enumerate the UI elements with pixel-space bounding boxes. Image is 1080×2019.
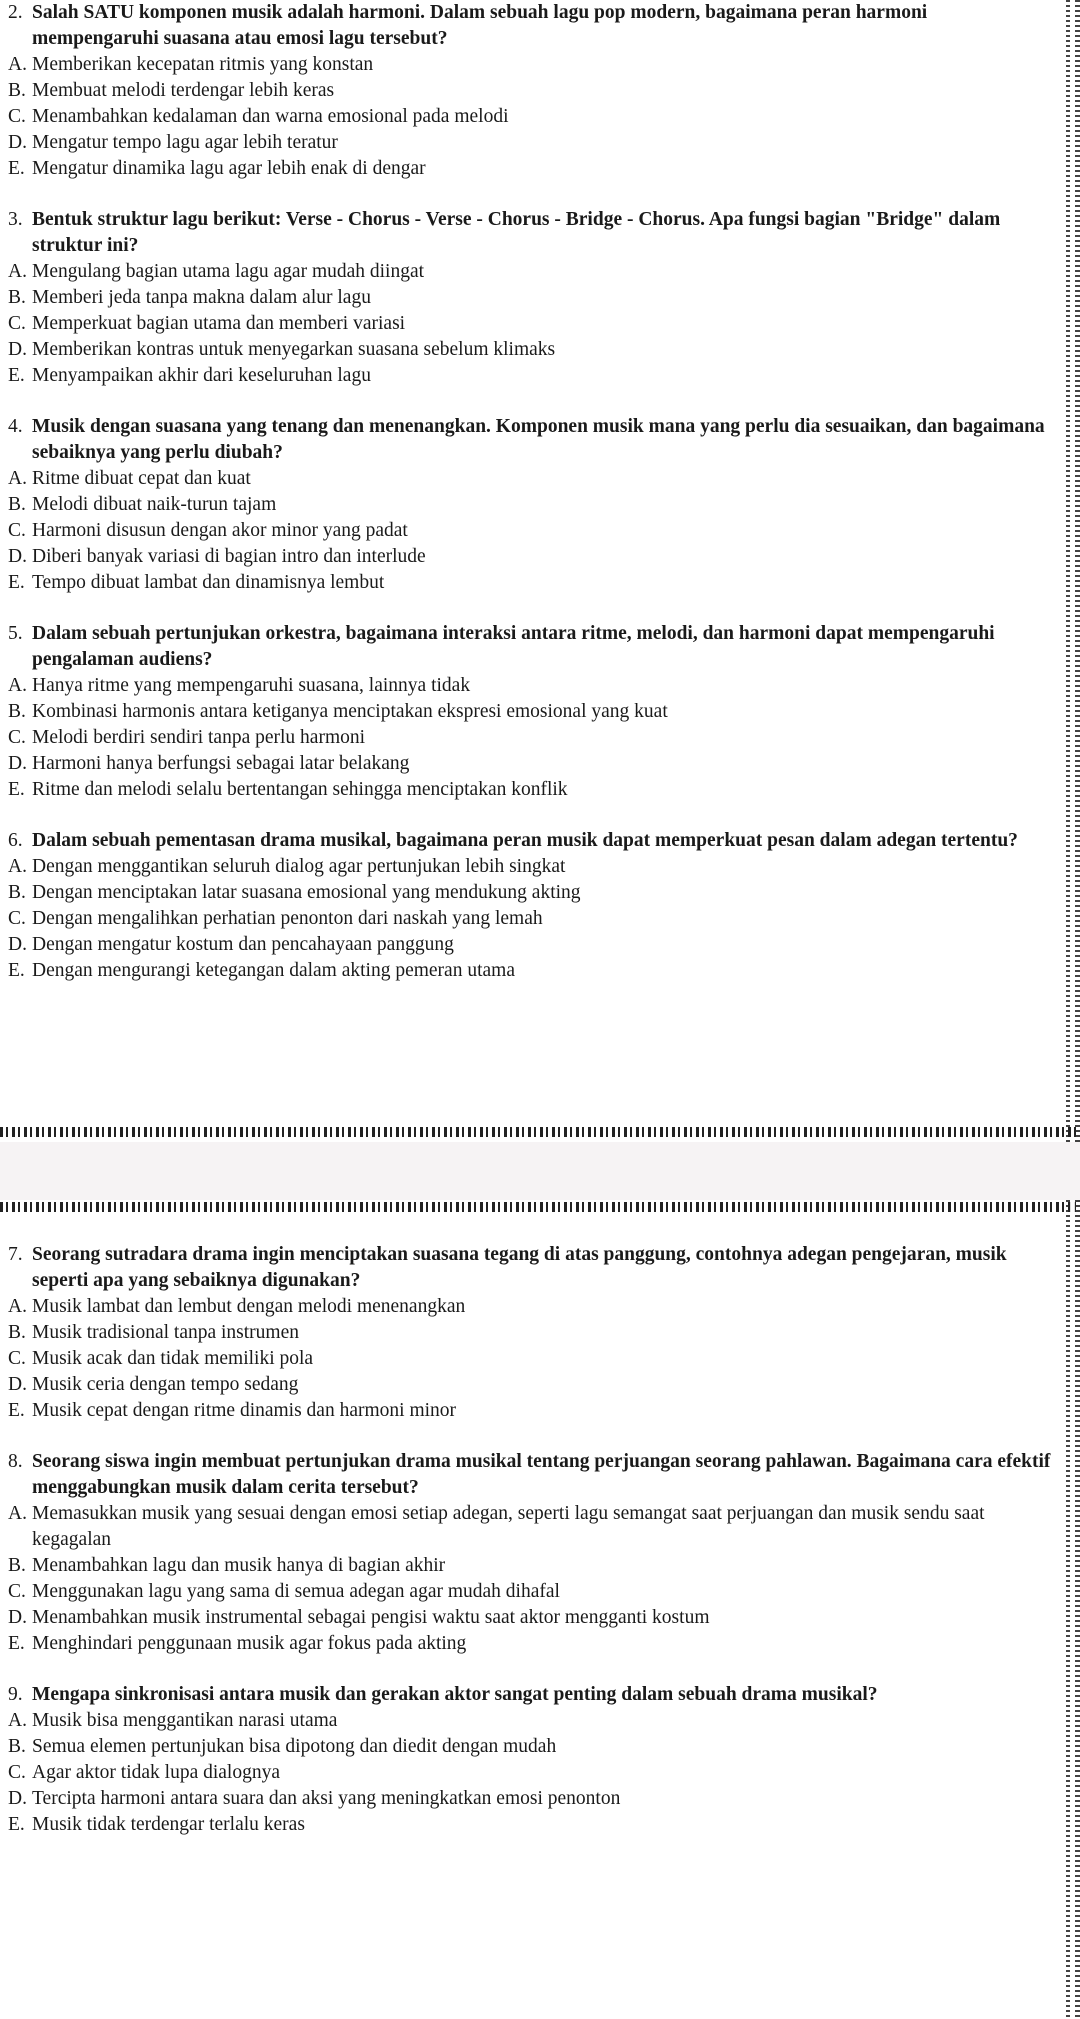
option-letter: D. bbox=[8, 1788, 27, 1809]
option-letter: B. bbox=[8, 494, 26, 515]
option-letter: B. bbox=[8, 80, 26, 101]
page-border-bottom bbox=[0, 1127, 1080, 1137]
option-letter: C. bbox=[8, 1762, 26, 1783]
option-text: Ritme dan melodi selalu bertentangan sehingga menciptakan konflik bbox=[32, 779, 568, 800]
option-text: Tempo dibuat lambat dan dinamisnya lembut bbox=[32, 572, 385, 593]
option-d bbox=[8, 1786, 1052, 1812]
option-d bbox=[8, 932, 1052, 958]
option-letter: B. bbox=[8, 1322, 26, 1343]
option-text: Menambahkan lagu dan musik hanya di bagian akhir bbox=[32, 1555, 446, 1576]
option-d bbox=[8, 751, 1052, 777]
option-text: Menyampaikan akhir dari keseluruhan lagu bbox=[32, 365, 371, 386]
option-letter: C. bbox=[8, 106, 26, 127]
option-b bbox=[8, 492, 1052, 518]
question-number: 4. bbox=[8, 416, 23, 437]
option-letter: C. bbox=[8, 1581, 26, 1602]
question-2 bbox=[8, 0, 1052, 182]
option-text: Hanya ritme yang mempengaruhi suasana, lainnya tidak bbox=[32, 675, 471, 696]
option-letter: E. bbox=[8, 365, 25, 386]
option-text: Musik bisa menggantikan narasi utama bbox=[32, 1710, 338, 1731]
option-text: Dengan mengalihkan perhatian penonton dari naskah yang lemah bbox=[32, 908, 543, 929]
option-b bbox=[8, 1320, 1052, 1346]
question-number: 7. bbox=[8, 1244, 23, 1265]
option-letter: E. bbox=[8, 960, 25, 981]
option-text: Harmoni disusun dengan akor minor yang padat bbox=[32, 520, 408, 541]
option-text: Musik cepat dengan ritme dinamis dan harmoni minor bbox=[32, 1400, 457, 1421]
question-text: Dalam sebuah pementasan drama musikal, bagaimana peran musik dapat memperkuat pesan dalam adegan tertentu? bbox=[32, 830, 1018, 851]
page-gap bbox=[0, 1142, 1080, 1200]
option-a bbox=[8, 1501, 1052, 1553]
option-text: Menambahkan kedalaman dan warna emosional pada melodi bbox=[32, 106, 509, 127]
option-text: Musik tradisional tanpa instrumen bbox=[32, 1322, 300, 1343]
option-letter: E. bbox=[8, 572, 25, 593]
option-b bbox=[8, 78, 1052, 104]
option-letter: E. bbox=[8, 1400, 25, 1421]
option-letter: B. bbox=[8, 287, 26, 308]
option-text: Diberi banyak variasi di bagian intro dan interlude bbox=[32, 546, 426, 567]
option-text: Memberikan kontras untuk menyegarkan suasana sebelum klimaks bbox=[32, 339, 556, 360]
option-e bbox=[8, 156, 1052, 182]
option-text: Melodi berdiri sendiri tanpa perlu harmoni bbox=[32, 727, 366, 748]
question-number: 5. bbox=[8, 623, 23, 644]
option-letter: A. bbox=[8, 1710, 27, 1731]
question-text: Dalam sebuah pertunjukan orkestra, bagaimana interaksi antara ritme, melodi, dan harmoni dapat mempengaruhi pengalaman audiens? bbox=[32, 623, 995, 670]
option-letter: C. bbox=[8, 727, 26, 748]
option-c bbox=[8, 1760, 1052, 1786]
option-a bbox=[8, 854, 1052, 880]
option-d bbox=[8, 130, 1052, 156]
option-letter: D. bbox=[8, 339, 27, 360]
option-d bbox=[8, 544, 1052, 570]
option-b bbox=[8, 880, 1052, 906]
question-list bbox=[8, 1242, 1052, 1863]
option-letter: E. bbox=[8, 1633, 25, 1654]
option-letter: C. bbox=[8, 520, 26, 541]
option-e bbox=[8, 1398, 1052, 1424]
option-c bbox=[8, 518, 1052, 544]
option-text: Menambahkan musik instrumental sebagai pengisi waktu saat aktor mengganti kostum bbox=[32, 1607, 710, 1628]
option-d bbox=[8, 337, 1052, 363]
option-c bbox=[8, 1346, 1052, 1372]
question-number: 3. bbox=[8, 209, 23, 230]
option-letter: B. bbox=[8, 882, 26, 903]
option-letter: B. bbox=[8, 1736, 26, 1757]
option-a bbox=[8, 466, 1052, 492]
option-text: Ritme dibuat cepat dan kuat bbox=[32, 468, 251, 489]
page-border-right bbox=[1066, 0, 1080, 1142]
option-text: Mengatur tempo lagu agar lebih teratur bbox=[32, 132, 338, 153]
question-number: 9. bbox=[8, 1684, 23, 1705]
option-text: Memperkuat bagian utama dan memberi variasi bbox=[32, 313, 406, 334]
option-letter: A. bbox=[8, 261, 27, 282]
question-text: Mengapa sinkronisasi antara musik dan gerakan aktor sangat penting dalam sebuah drama musikal? bbox=[32, 1684, 878, 1705]
option-text: Dengan mengurangi ketegangan dalam akting pemeran utama bbox=[32, 960, 515, 981]
option-b bbox=[8, 1734, 1052, 1760]
option-text: Harmoni hanya berfungsi sebagai latar belakang bbox=[32, 753, 410, 774]
option-e bbox=[8, 1812, 1052, 1838]
page-border-right bbox=[1066, 1200, 1080, 2019]
question-list bbox=[8, 0, 1052, 1009]
document-page-2 bbox=[0, 1200, 1080, 2019]
question-number: 8. bbox=[8, 1451, 23, 1472]
option-letter: A. bbox=[8, 1503, 27, 1524]
option-c bbox=[8, 311, 1052, 337]
option-text: Musik ceria dengan tempo sedang bbox=[32, 1374, 299, 1395]
option-letter: A. bbox=[8, 1296, 27, 1317]
option-c bbox=[8, 906, 1052, 932]
option-letter: D. bbox=[8, 753, 27, 774]
option-text: Musik lambat dan lembut dengan melodi menenangkan bbox=[32, 1296, 466, 1317]
option-letter: C. bbox=[8, 313, 26, 334]
option-text: Memasukkan musik yang sesuai dengan emosi setiap adegan, seperti lagu semangat saat perjuangan dan musik sendu saat kegagalan bbox=[32, 1503, 985, 1550]
option-letter: C. bbox=[8, 1348, 26, 1369]
question-9 bbox=[8, 1682, 1052, 1838]
option-text: Membuat melodi terdengar lebih keras bbox=[32, 80, 335, 101]
option-text: Agar aktor tidak lupa dialognya bbox=[32, 1762, 281, 1783]
option-letter: D. bbox=[8, 934, 27, 955]
option-b bbox=[8, 285, 1052, 311]
option-text: Tercipta harmoni antara suara dan aksi yang meningkatkan emosi penonton bbox=[32, 1788, 621, 1809]
option-text: Musik tidak terdengar terlalu keras bbox=[32, 1814, 305, 1835]
option-text: Dengan mengatur kostum dan pencahayaan panggung bbox=[32, 934, 454, 955]
option-text: Mengulang bagian utama lagu agar mudah diingat bbox=[32, 261, 425, 282]
option-a bbox=[8, 1708, 1052, 1734]
option-c bbox=[8, 1579, 1052, 1605]
option-a bbox=[8, 1294, 1052, 1320]
option-letter: B. bbox=[8, 701, 26, 722]
option-c bbox=[8, 104, 1052, 130]
question-text: Seorang sutradara drama ingin menciptakan suasana tegang di atas panggung, contohnya adegan pengejaran, musik seperti apa yang sebaiknya digunakan? bbox=[32, 1244, 1007, 1291]
option-letter: D. bbox=[8, 1607, 27, 1628]
option-e bbox=[8, 570, 1052, 596]
page-border-top bbox=[0, 1202, 1080, 1212]
option-text: Kombinasi harmonis antara ketiganya menciptakan ekspresi emosional yang kuat bbox=[32, 701, 668, 722]
option-e bbox=[8, 1631, 1052, 1657]
option-e bbox=[8, 363, 1052, 389]
option-letter: D. bbox=[8, 132, 27, 153]
question-7 bbox=[8, 1242, 1052, 1424]
option-text: Menghindari penggunaan musik agar fokus pada akting bbox=[32, 1633, 467, 1654]
option-d bbox=[8, 1372, 1052, 1398]
option-text: Mengatur dinamika lagu agar lebih enak di dengar bbox=[32, 158, 426, 179]
option-letter: C. bbox=[8, 908, 26, 929]
option-text: Memberi jeda tanpa makna dalam alur lagu bbox=[32, 287, 371, 308]
option-text: Musik acak dan tidak memiliki pola bbox=[32, 1348, 314, 1369]
option-letter: A. bbox=[8, 675, 27, 696]
question-text: Bentuk struktur lagu berikut: Verse - Chorus - Verse - Chorus - Bridge - Chorus. Apa fungsi bagian "Bridge" dalam struktur ini? bbox=[32, 209, 1001, 256]
option-letter: D. bbox=[8, 1374, 27, 1395]
question-number: 2. bbox=[8, 2, 23, 23]
option-e bbox=[8, 777, 1052, 803]
question-4 bbox=[8, 414, 1052, 596]
option-letter: E. bbox=[8, 779, 25, 800]
question-6 bbox=[8, 828, 1052, 984]
option-text: Semua elemen pertunjukan bisa dipotong dan diedit dengan mudah bbox=[32, 1736, 557, 1757]
option-c bbox=[8, 725, 1052, 751]
question-8 bbox=[8, 1449, 1052, 1657]
option-a bbox=[8, 673, 1052, 699]
option-letter: A. bbox=[8, 54, 27, 75]
question-text: Salah SATU komponen musik adalah harmoni. Dalam sebuah lagu pop modern, bagaimana peran harmoni mempengaruhi suasana atau emosi lagu tersebut? bbox=[32, 2, 928, 49]
option-letter: E. bbox=[8, 1814, 25, 1835]
option-letter: A. bbox=[8, 856, 27, 877]
option-letter: A. bbox=[8, 468, 27, 489]
option-text: Menggunakan lagu yang sama di semua adegan agar mudah dihafal bbox=[32, 1581, 560, 1602]
option-a bbox=[8, 52, 1052, 78]
option-letter: D. bbox=[8, 546, 27, 567]
option-text: Dengan menggantikan seluruh dialog agar pertunjukan lebih singkat bbox=[32, 856, 566, 877]
option-b bbox=[8, 1553, 1052, 1579]
option-letter: B. bbox=[8, 1555, 26, 1576]
option-a bbox=[8, 259, 1052, 285]
option-letter: E. bbox=[8, 158, 25, 179]
option-d bbox=[8, 1605, 1052, 1631]
question-text: Musik dengan suasana yang tenang dan menenangkan. Komponen musik mana yang perlu dia sesuaikan, dan bagaimana sebaiknya yang perlu diubah? bbox=[32, 416, 1045, 463]
question-text: Seorang siswa ingin membuat pertunjukan drama musikal tentang perjuangan seorang pahlawan. Bagaimana cara efektif menggabungkan musik dalam cerita tersebut? bbox=[32, 1451, 1051, 1498]
question-number: 6. bbox=[8, 830, 23, 851]
question-3 bbox=[8, 207, 1052, 389]
option-text: Dengan menciptakan latar suasana emosional yang mendukung akting bbox=[32, 882, 581, 903]
option-text: Memberikan kecepatan ritmis yang konstan bbox=[32, 54, 374, 75]
option-text: Melodi dibuat naik-turun tajam bbox=[32, 494, 277, 515]
option-b bbox=[8, 699, 1052, 725]
question-5 bbox=[8, 621, 1052, 803]
option-e bbox=[8, 958, 1052, 984]
